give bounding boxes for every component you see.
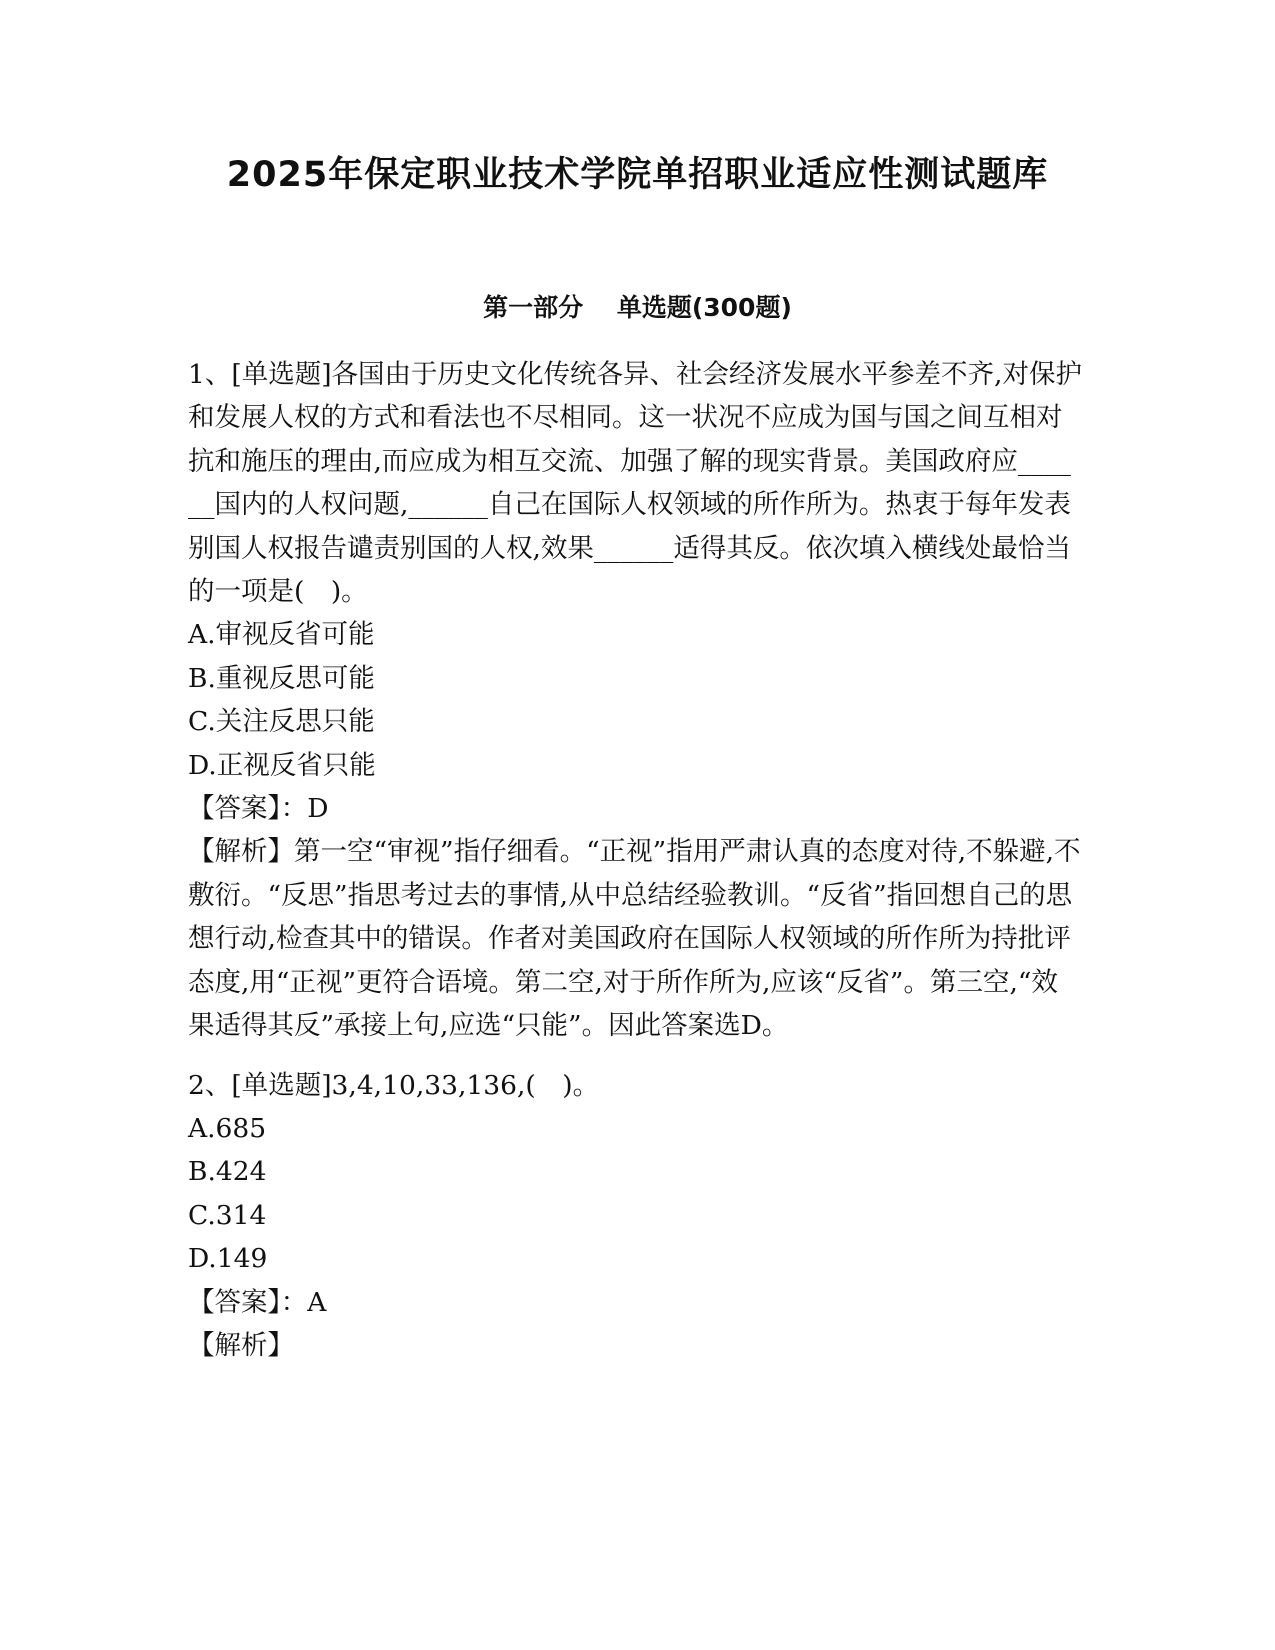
option-d: D.149 (188, 1243, 268, 1275)
analysis-text: 【解析】第一空“审视”指仔细看。“正视”指用严肃认真的态度对待,不躲避,不敷衍。“反思”指思考过去的事情,从中总结经验教训。“反省”指回想自己的思想行动,检查其中的错误。作者对美国政府在国际人权领域的所作所为持批评态度,用“正视”更符合语境。第二空,对于所作所为,应该“反省”。第三空,“效果适得其反”承接上句,应选“只能”。因此答案选D。 (188, 836, 1081, 1042)
question-stem: 1、[单选题]各国由于历史文化传统各异、社会经济发展水平参差不齐,对保护和发展人权的方式和看法也不尽相同。这一状况不应成为国与国之间互相对抗和施压的理由,而应成为相互交流、加强了解的现实背景。美国政府应______国内的人权问题,______自己在国际人权领域的所作所为。热衷于每年发表别国人权报告谴责别国的人权,效果______适得其反。依次填入横线处最恰当的一项是( )。 (188, 359, 1082, 608)
question-2 (188, 1064, 1083, 1368)
question-stem: 2、[单选题]3,4,10,33,136,( )。 (188, 1069, 600, 1101)
answer-line: 【答案】：D (188, 793, 329, 825)
question-list (188, 353, 1083, 1367)
option-a: A.685 (188, 1112, 267, 1144)
option-c: C.关注反思只能 (188, 706, 375, 738)
option-b: B.重视反思可能 (188, 662, 375, 694)
option-d: D.正视反省只能 (188, 749, 376, 781)
analysis-text: 【解析】 (188, 1329, 294, 1361)
question-1 (188, 353, 1083, 1048)
option-c: C.314 (188, 1199, 267, 1231)
option-b: B.424 (188, 1156, 267, 1188)
answer-line: 【答案】：A (188, 1286, 327, 1318)
document-title: 2025年保定职业技术学院单招职业适应性测试题库 (226, 155, 1049, 195)
section-title: 第一部分 单选题(300题) (483, 293, 792, 322)
option-a: A.审视反省可能 (188, 619, 375, 651)
